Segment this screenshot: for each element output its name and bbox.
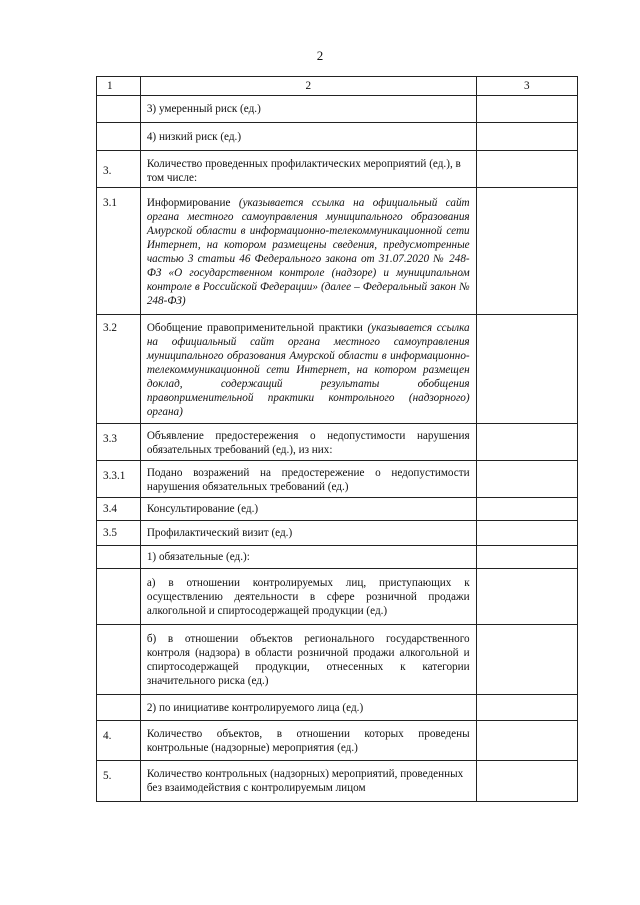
row-number: 3.1 xyxy=(97,188,141,315)
table-row xyxy=(97,315,578,424)
row-number xyxy=(97,96,141,123)
row-value-cell xyxy=(476,546,577,569)
row-number: 3.5 xyxy=(97,521,141,546)
row-number: 3.2 xyxy=(97,315,141,424)
table-row xyxy=(97,424,578,461)
row-lead-text: Информирование xyxy=(146,197,239,209)
row-italic-note: (указывается ссылка на официальный сайт органа местного самоуправления муниципального образования Амурской области в информационно-телекоммуникационной сети Интернет, на котором размещены сведения, предусмотренные частью 3 статьи 46 Федерального закона от 31.07.2020 № 248-ФЗ «О государственном контроле (надзоре) и муниципальном контроле в Российской Федерации» (далее – Федеральный закон № 248-ФЗ) xyxy=(146,197,470,307)
row-number: 4. xyxy=(97,721,141,761)
row-text: 3) умеренный риск (ед.) xyxy=(140,96,476,123)
row-text xyxy=(140,315,476,424)
row-text: Объявление предостережения о недопустимости нарушения обязательных требований (ед.), из них: xyxy=(140,424,476,461)
row-text: Консультирование (ед.) xyxy=(140,498,476,521)
row-text: Подано возражений на предостережение о недопустимости нарушения обязательных требований (ед.) xyxy=(140,461,476,498)
row-value-cell xyxy=(476,761,577,802)
row-text: 1) обязательные (ед.): xyxy=(140,546,476,569)
table-row xyxy=(97,188,578,315)
table-row xyxy=(97,461,578,498)
row-value-cell xyxy=(476,521,577,546)
row-number xyxy=(97,569,141,625)
table-row xyxy=(97,761,578,802)
row-number: 5. xyxy=(97,761,141,802)
row-text: 2) по инициативе контролируемого лица (ед.) xyxy=(140,695,476,721)
table-row xyxy=(97,721,578,761)
header-col-3: 3 xyxy=(476,77,577,96)
row-text: а) в отношении контролируемых лиц, приступающих к осуществлению деятельности в сфере розничной продажи алкогольной и спиртосодержащей продукции (ед.) xyxy=(140,569,476,625)
row-value-cell xyxy=(476,188,577,315)
row-number: 3.4 xyxy=(97,498,141,521)
row-value-cell xyxy=(476,424,577,461)
row-value-cell xyxy=(476,315,577,424)
row-value-cell xyxy=(476,123,577,151)
row-number xyxy=(97,625,141,695)
table-row xyxy=(97,151,578,188)
row-value-cell xyxy=(476,569,577,625)
row-number: 3.3.1 xyxy=(97,461,141,498)
row-text xyxy=(140,188,476,315)
row-lead-text: Обобщение правоприменительной практики xyxy=(146,322,368,334)
row-text: Количество объектов, в отношении которых проведены контрольные (надзорные) мероприятия (ед.) xyxy=(140,721,476,761)
row-number: 3. xyxy=(97,151,141,188)
table-row xyxy=(97,96,578,123)
table-row xyxy=(97,521,578,546)
row-text: Количество контрольных (надзорных) мероприятий, проведенных без взаимодействия с контролируемым лицом xyxy=(140,761,476,802)
row-number xyxy=(97,546,141,569)
row-text: 4) низкий риск (ед.) xyxy=(140,123,476,151)
row-value-cell xyxy=(476,151,577,188)
header-col-1: 1 xyxy=(97,77,141,96)
row-value-cell xyxy=(476,498,577,521)
row-value-cell xyxy=(476,721,577,761)
row-text: Количество проведенных профилактических мероприятий (ед.), в том числе: xyxy=(140,151,476,188)
row-number xyxy=(97,695,141,721)
row-number: 3.3 xyxy=(97,424,141,461)
row-text: Профилактический визит (ед.) xyxy=(140,521,476,546)
table-row xyxy=(97,625,578,695)
report-table xyxy=(96,76,578,802)
row-number xyxy=(97,123,141,151)
row-italic-note: (указывается ссылка на официальный сайт органа местного самоуправления муниципального образования Амурской области в информационно-телекоммуникационной сети Интернет, на котором размещен доклад, содержащий результаты обобщения правоприменительной практики контрольного (надзорного) органа) xyxy=(146,322,470,418)
row-value-cell xyxy=(476,461,577,498)
table-row xyxy=(97,123,578,151)
row-value-cell xyxy=(476,695,577,721)
row-value-cell xyxy=(476,625,577,695)
row-text: б) в отношении объектов регионального государственного контроля (надзора) в области розничной продажи алкогольной и спиртосодержащей продукции, отнесенных к категории значительного риска (ед.) xyxy=(140,625,476,695)
table-row xyxy=(97,498,578,521)
table-header-row xyxy=(97,77,578,96)
table-row xyxy=(97,695,578,721)
table-row xyxy=(97,546,578,569)
table-row xyxy=(97,569,578,625)
header-col-2: 2 xyxy=(140,77,476,96)
page-number: 2 xyxy=(316,48,324,63)
row-value-cell xyxy=(476,96,577,123)
